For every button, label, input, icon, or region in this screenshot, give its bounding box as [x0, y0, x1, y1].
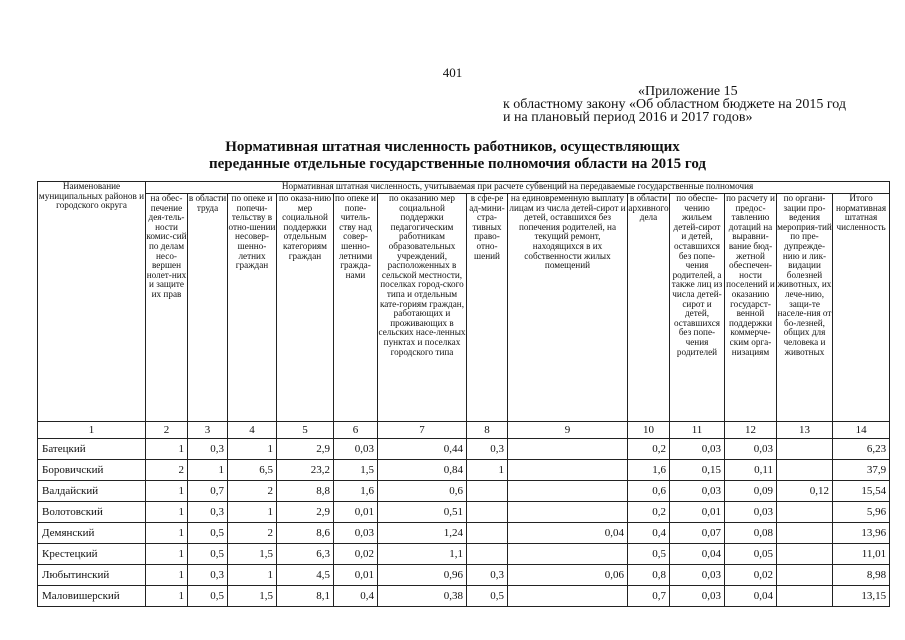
cell-col-13 — [777, 586, 833, 607]
cell-col-14: 5,96 — [833, 502, 890, 523]
district-name: Батецкий — [38, 439, 146, 460]
column-header-11: по обеспе-чению жильем детей-сирот и детей, оставшихся без попе-чения родителей, а также лиц из числа детей-сирот и детей, оставшихся без попе-чения родителей — [670, 194, 725, 422]
cell-col-11: 0,03 — [670, 565, 725, 586]
cell-col-10: 0,2 — [628, 439, 670, 460]
cell-col-14: 13,96 — [833, 523, 890, 544]
cell-col-14: 11,01 — [833, 544, 890, 565]
table-row — [38, 502, 890, 523]
cell-col-3: 0,3 — [188, 565, 228, 586]
column-number: 6 — [334, 422, 378, 439]
cell-col-13 — [777, 523, 833, 544]
cell-col-6: 0,02 — [334, 544, 378, 565]
appendix-line-3: и на плановый период 2016 и 2017 годов» — [503, 110, 753, 125]
cell-col-9 — [508, 439, 628, 460]
cell-col-9: 0,04 — [508, 523, 628, 544]
cell-col-7: 0,84 — [378, 460, 467, 481]
column-number: 1 — [38, 422, 146, 439]
cell-col-3: 0,3 — [188, 439, 228, 460]
cell-col-13 — [777, 502, 833, 523]
cell-col-7: 1,1 — [378, 544, 467, 565]
district-name: Демянский — [38, 523, 146, 544]
column-number: 12 — [725, 422, 777, 439]
column-number: 14 — [833, 422, 890, 439]
table-body — [38, 439, 890, 607]
table-row — [38, 523, 890, 544]
cell-col-3: 0,3 — [188, 502, 228, 523]
cell-col-8: 0,5 — [467, 586, 508, 607]
title-line-1: Нормативная штатная численность работников, осуществляющих — [225, 139, 680, 155]
table-row — [38, 586, 890, 607]
column-header-5: по оказа-нию мер социальной поддержки отдельным категориям граждан — [277, 194, 334, 422]
column-header-3: в области труда — [188, 194, 228, 422]
cell-col-13 — [777, 544, 833, 565]
cell-col-13: 0,12 — [777, 481, 833, 502]
cell-col-8 — [467, 523, 508, 544]
cell-col-3: 0,5 — [188, 523, 228, 544]
cell-col-7: 1,24 — [378, 523, 467, 544]
district-name: Крестецкий — [38, 544, 146, 565]
cell-col-6: 0,03 — [334, 523, 378, 544]
cell-col-9 — [508, 544, 628, 565]
span-header: Нормативная штатная численность, учитываемая при расчете субвенций на передаваемые государственные полномочия — [146, 182, 890, 194]
cell-col-10: 0,8 — [628, 565, 670, 586]
cell-col-4: 2 — [228, 481, 277, 502]
cell-col-3: 0,5 — [188, 586, 228, 607]
cell-col-8 — [467, 544, 508, 565]
cell-col-2: 1 — [146, 523, 188, 544]
cell-col-2: 1 — [146, 565, 188, 586]
cell-col-7: 0,96 — [378, 565, 467, 586]
cell-col-6: 1,6 — [334, 481, 378, 502]
cell-col-4: 1 — [228, 565, 277, 586]
cell-col-6: 1,5 — [334, 460, 378, 481]
cell-col-5: 4,5 — [277, 565, 334, 586]
table-row — [38, 439, 890, 460]
cell-col-2: 2 — [146, 460, 188, 481]
cell-col-4: 1 — [228, 439, 277, 460]
cell-col-8: 0,3 — [467, 439, 508, 460]
cell-col-3: 0,5 — [188, 544, 228, 565]
appendix-line-2: к областному закону «Об областном бюджете на 2015 год — [503, 97, 846, 112]
cell-col-3: 1 — [188, 460, 228, 481]
cell-col-4: 6,5 — [228, 460, 277, 481]
table-row — [38, 544, 890, 565]
cell-col-14: 37,9 — [833, 460, 890, 481]
cell-col-11: 0,03 — [670, 586, 725, 607]
cell-col-7: 0,38 — [378, 586, 467, 607]
column-header-10: в области архивного дела — [628, 194, 670, 422]
table-row — [38, 460, 890, 481]
page-number: 401 — [442, 65, 463, 80]
cell-col-14: 15,54 — [833, 481, 890, 502]
cell-col-10: 0,6 — [628, 481, 670, 502]
cell-col-12: 0,04 — [725, 586, 777, 607]
cell-col-5: 6,3 — [277, 544, 334, 565]
column-number: 7 — [378, 422, 467, 439]
cell-col-13 — [777, 565, 833, 586]
cell-col-4: 1,5 — [228, 586, 277, 607]
cell-col-2: 1 — [146, 439, 188, 460]
cell-col-12: 0,08 — [725, 523, 777, 544]
column-header-14: Итого нормативная штатная численность — [833, 194, 890, 422]
cell-col-12: 0,02 — [725, 565, 777, 586]
column-number: 13 — [777, 422, 833, 439]
cell-col-2: 1 — [146, 502, 188, 523]
cell-col-7: 0,6 — [378, 481, 467, 502]
cell-col-5: 8,6 — [277, 523, 334, 544]
cell-col-8: 0,3 — [467, 565, 508, 586]
cell-col-5: 8,1 — [277, 586, 334, 607]
table-row — [38, 481, 890, 502]
cell-col-13 — [777, 439, 833, 460]
cell-col-11: 0,03 — [670, 481, 725, 502]
cell-col-10: 1,6 — [628, 460, 670, 481]
cell-col-14: 13,15 — [833, 586, 890, 607]
cell-col-5: 8,8 — [277, 481, 334, 502]
appendix-line-1: «Приложение 15 — [638, 84, 738, 99]
district-name: Валдайский — [38, 481, 146, 502]
district-name: Боровичский — [38, 460, 146, 481]
cell-col-4: 1,5 — [228, 544, 277, 565]
column-header-9: на единовременную выплату лицам из числа детей-сирот и детей, оставшихся без попечения родителей, на текущий ремонт, находящихся в их собственности жилых помещений — [508, 194, 628, 422]
column-header-name: Наименование муниципальных районов и городского округа — [38, 182, 146, 422]
cell-col-10: 0,4 — [628, 523, 670, 544]
cell-col-7: 0,51 — [378, 502, 467, 523]
cell-col-5: 23,2 — [277, 460, 334, 481]
cell-col-11: 0,15 — [670, 460, 725, 481]
staffing-table — [37, 181, 890, 607]
cell-col-6: 0,01 — [334, 502, 378, 523]
cell-col-10: 0,5 — [628, 544, 670, 565]
column-number: 11 — [670, 422, 725, 439]
cell-col-14: 6,23 — [833, 439, 890, 460]
cell-col-11: 0,04 — [670, 544, 725, 565]
cell-col-9 — [508, 586, 628, 607]
column-number: 5 — [277, 422, 334, 439]
column-header-7: по оказанию мер социальной поддержки педагогическим работникам образовательных учреждений, расположенных в сельской местности, поселках город-ского типа и отдельным кате-гориям граждан, работающих и проживающих в сельских насе-ленных пунктах и поселках городского типа — [378, 194, 467, 422]
cell-col-3: 0,7 — [188, 481, 228, 502]
cell-col-12: 0,03 — [725, 439, 777, 460]
cell-col-6: 0,4 — [334, 586, 378, 607]
cell-col-12: 0,03 — [725, 502, 777, 523]
cell-col-14: 8,98 — [833, 565, 890, 586]
cell-col-10: 0,2 — [628, 502, 670, 523]
cell-col-2: 1 — [146, 544, 188, 565]
cell-col-2: 1 — [146, 586, 188, 607]
column-number: 8 — [467, 422, 508, 439]
column-header-13: по органи-зации про-ведения мероприя-тий по пре-дупрежде-нию и лик-видации болезней животных, их лече-нию, защи-те населе-ния от бо-лезней, общих для человека и животных — [777, 194, 833, 422]
title-line-2: переданные отдельные государственные полномочия области на 2015 год — [208, 156, 706, 172]
document-title — [0, 139, 905, 173]
column-number: 4 — [228, 422, 277, 439]
table-row — [38, 565, 890, 586]
cell-col-12: 0,09 — [725, 481, 777, 502]
cell-col-11: 0,03 — [670, 439, 725, 460]
cell-col-7: 0,44 — [378, 439, 467, 460]
column-number: 2 — [146, 422, 188, 439]
cell-col-9: 0,06 — [508, 565, 628, 586]
cell-col-9 — [508, 502, 628, 523]
cell-col-2: 1 — [146, 481, 188, 502]
column-number: 3 — [188, 422, 228, 439]
cell-col-8 — [467, 481, 508, 502]
district-name: Маловишерский — [38, 586, 146, 607]
cell-col-9 — [508, 460, 628, 481]
cell-col-8: 1 — [467, 460, 508, 481]
district-name: Волотовский — [38, 502, 146, 523]
column-header-4: по опеке и попечи-тельству в отно-шении несовер-шенно-летних граждан — [228, 194, 277, 422]
column-number-row — [38, 422, 890, 439]
cell-col-11: 0,01 — [670, 502, 725, 523]
cell-col-11: 0,07 — [670, 523, 725, 544]
district-name: Любытинский — [38, 565, 146, 586]
cell-col-5: 2,9 — [277, 439, 334, 460]
cell-col-5: 2,9 — [277, 502, 334, 523]
column-header-12: по расчету и предос-тавлению дотаций на выравни-вание бюд-жетной обеспечен-ности поселений и оказанию государст-венной поддержки коммерче-ским орга-низациям — [725, 194, 777, 422]
column-number: 9 — [508, 422, 628, 439]
column-header-8: в сфе-ре ад-мини-стра-тивных право-отно-шений — [467, 194, 508, 422]
cell-col-13 — [777, 460, 833, 481]
cell-col-12: 0,11 — [725, 460, 777, 481]
cell-col-9 — [508, 481, 628, 502]
cell-col-4: 2 — [228, 523, 277, 544]
cell-col-6: 0,03 — [334, 439, 378, 460]
column-header-2: на обес-печение дея-тель-ности комис-сий по делам несо-вершен нолет-них и защите их прав — [146, 194, 188, 422]
cell-col-6: 0,01 — [334, 565, 378, 586]
cell-col-4: 1 — [228, 502, 277, 523]
appendix-caption — [503, 85, 846, 124]
column-number: 10 — [628, 422, 670, 439]
column-header-6: по опеке и попе-читель-ству над совер-шенно-летними гражда-нами — [334, 194, 378, 422]
cell-col-12: 0,05 — [725, 544, 777, 565]
cell-col-8 — [467, 502, 508, 523]
cell-col-10: 0,7 — [628, 586, 670, 607]
